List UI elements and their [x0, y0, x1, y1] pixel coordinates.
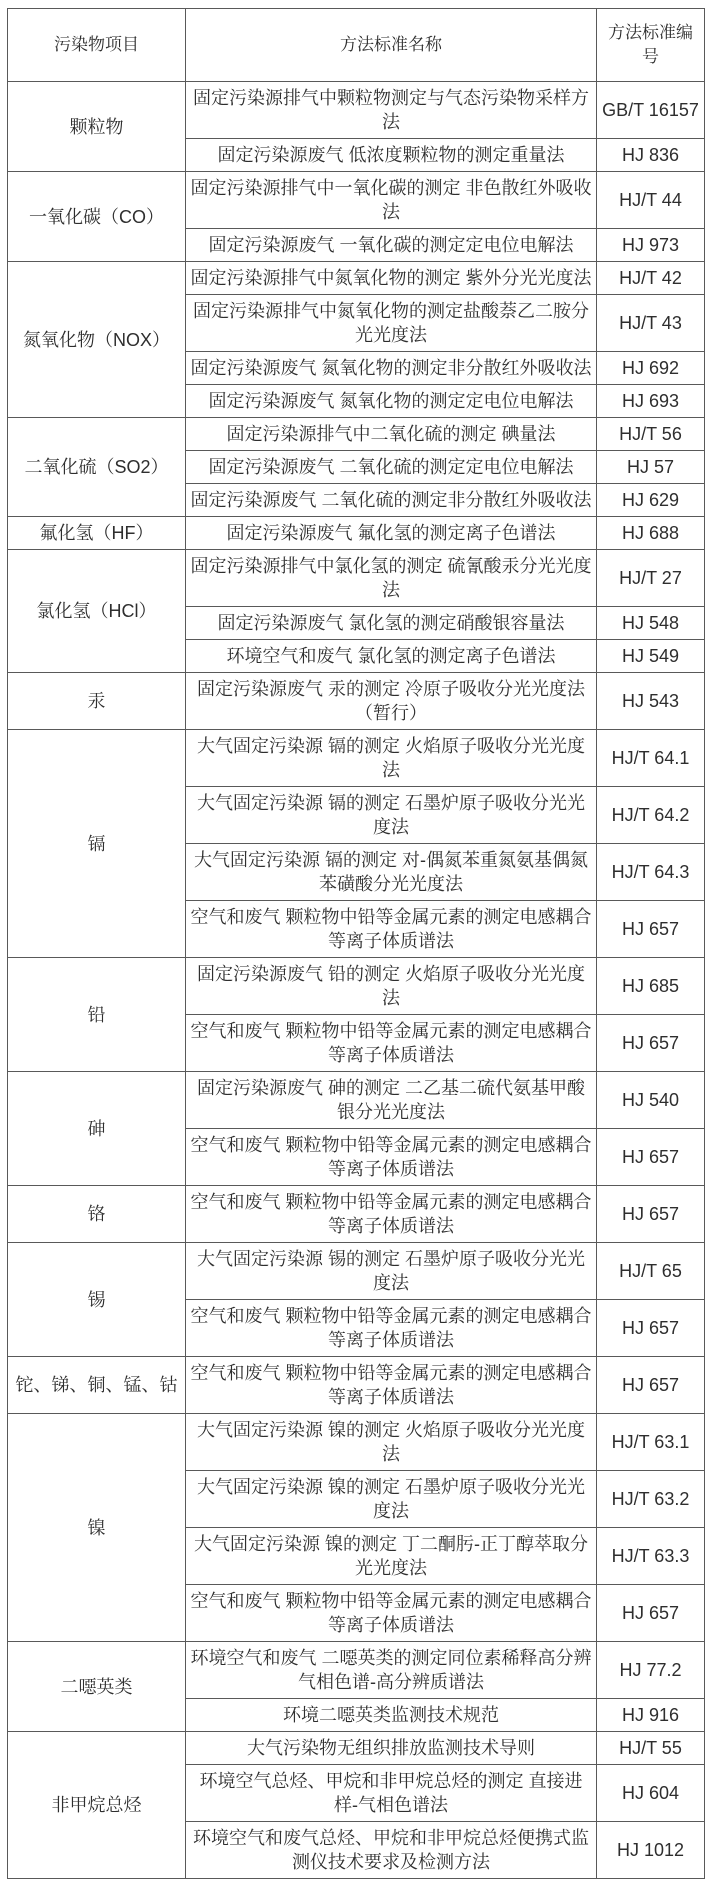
- method-code-cell: HJ 543: [597, 673, 705, 730]
- method-name-cell: 固定污染源废气 氮氧化物的测定非分散红外吸收法: [186, 352, 597, 385]
- table-row: [8, 517, 705, 550]
- table-header-row: [8, 9, 705, 82]
- method-code-cell: HJ 540: [597, 1072, 705, 1129]
- method-name-cell: 环境二噁英类监测技术规范: [186, 1699, 597, 1732]
- method-code-cell: HJ 604: [597, 1765, 705, 1822]
- table-row: [8, 1732, 705, 1765]
- method-code-cell: HJ 629: [597, 484, 705, 517]
- method-code-cell: HJ 657: [597, 1186, 705, 1243]
- method-name-cell: 环境空气和废气 氯化氢的测定离子色谱法: [186, 640, 597, 673]
- method-standards-table: [7, 8, 705, 1879]
- method-name-cell: 空气和废气 颗粒物中铅等金属元素的测定电感耦合等离子体质谱法: [186, 1129, 597, 1186]
- table-row: [8, 673, 705, 730]
- method-name-cell: 大气固定污染源 镍的测定 火焰原子吸收分光光度法: [186, 1414, 597, 1471]
- method-code-cell: HJ 77.2: [597, 1642, 705, 1699]
- method-code-cell: HJ/T 64.1: [597, 730, 705, 787]
- table-row: [8, 550, 705, 607]
- method-code-cell: HJ 692: [597, 352, 705, 385]
- method-name-cell: 大气固定污染源 锡的测定 石墨炉原子吸收分光光度法: [186, 1243, 597, 1300]
- table-row: [8, 1357, 705, 1414]
- method-name-cell: 固定污染源排气中颗粒物测定与气态污染物采样方法: [186, 82, 597, 139]
- method-code-cell: HJ 693: [597, 385, 705, 418]
- method-code-cell: HJ/T 27: [597, 550, 705, 607]
- method-name-cell: 固定污染源废气 砷的测定 二乙基二硫代氨基甲酸银分光光度法: [186, 1072, 597, 1129]
- method-name-cell: 空气和废气 颗粒物中铅等金属元素的测定电感耦合等离子体质谱法: [186, 1300, 597, 1357]
- pollutant-cell: 砷: [8, 1072, 186, 1186]
- method-code-cell: HJ/T 42: [597, 262, 705, 295]
- method-name-cell: 固定污染源废气 铅的测定 火焰原子吸收分光光度法: [186, 958, 597, 1015]
- pollutant-cell: 氮氧化物（NOX）: [8, 262, 186, 418]
- method-name-cell: 固定污染源排气中氯化氢的测定 硫氰酸汞分光光度法: [186, 550, 597, 607]
- method-code-cell: HJ/T 43: [597, 295, 705, 352]
- method-code-cell: HJ/T 55: [597, 1732, 705, 1765]
- pollutant-cell: 镍: [8, 1414, 186, 1642]
- pollutant-cell: 铬: [8, 1186, 186, 1243]
- method-code-cell: HJ 657: [597, 1357, 705, 1414]
- method-code-cell: HJ/T 63.3: [597, 1528, 705, 1585]
- method-name-cell: 大气固定污染源 镉的测定 对-偶氮苯重氮氨基偶氮苯磺酸分光光度法: [186, 844, 597, 901]
- pollutant-cell: 镉: [8, 730, 186, 958]
- pollutant-cell: 颗粒物: [8, 82, 186, 172]
- method-name-cell: 大气固定污染源 镉的测定 火焰原子吸收分光光度法: [186, 730, 597, 787]
- pollutant-cell: 非甲烷总烃: [8, 1732, 186, 1879]
- method-code-cell: HJ/T 63.2: [597, 1471, 705, 1528]
- method-code-cell: HJ/T 64.3: [597, 844, 705, 901]
- pollutant-cell: 氟化氢（HF）: [8, 517, 186, 550]
- method-name-cell: 环境空气总烃、甲烷和非甲烷总烃的测定 直接进样-气相色谱法: [186, 1765, 597, 1822]
- pollutant-cell: 一氧化碳（CO）: [8, 172, 186, 262]
- method-name-cell: 空气和废气 颗粒物中铅等金属元素的测定电感耦合等离子体质谱法: [186, 901, 597, 958]
- pollutant-cell: 铅: [8, 958, 186, 1072]
- method-name-cell: 大气固定污染源 镍的测定 丁二酮肟-正丁醇萃取分光光度法: [186, 1528, 597, 1585]
- method-name-cell: 固定污染源废气 氟化氢的测定离子色谱法: [186, 517, 597, 550]
- method-name-cell: 固定污染源排气中一氧化碳的测定 非色散红外吸收法: [186, 172, 597, 229]
- method-name-cell: 固定污染源废气 汞的测定 冷原子吸收分光光度法（暂行）: [186, 673, 597, 730]
- header-pollutant-item: 污染物项目: [8, 9, 186, 82]
- method-code-cell: HJ 548: [597, 607, 705, 640]
- pollutant-cell: 二氧化硫（SO2）: [8, 418, 186, 517]
- method-code-cell: HJ/T 56: [597, 418, 705, 451]
- table-row: [8, 172, 705, 229]
- method-code-cell: HJ/T 44: [597, 172, 705, 229]
- method-code-cell: HJ 57: [597, 451, 705, 484]
- table-row: [8, 958, 705, 1015]
- method-code-cell: HJ 657: [597, 1129, 705, 1186]
- method-code-cell: HJ 657: [597, 1300, 705, 1357]
- method-name-cell: 固定污染源废气 一氧化碳的测定定电位电解法: [186, 229, 597, 262]
- table-row: [8, 1642, 705, 1699]
- method-code-cell: HJ/T 63.1: [597, 1414, 705, 1471]
- method-code-cell: HJ 685: [597, 958, 705, 1015]
- table-row: [8, 418, 705, 451]
- pollutant-cell: 氯化氢（HCl）: [8, 550, 186, 673]
- method-code-cell: HJ 916: [597, 1699, 705, 1732]
- method-name-cell: 固定污染源废气 二氧化硫的测定定电位电解法: [186, 451, 597, 484]
- method-name-cell: 大气固定污染源 镍的测定 石墨炉原子吸收分光光度法: [186, 1471, 597, 1528]
- method-code-cell: HJ 1012: [597, 1822, 705, 1879]
- header-method-standard-code: 方法标准编号: [597, 9, 705, 82]
- header-method-standard-name: 方法标准名称: [186, 9, 597, 82]
- pollutant-cell: 锡: [8, 1243, 186, 1357]
- pollutant-cell: 汞: [8, 673, 186, 730]
- method-code-cell: HJ 836: [597, 139, 705, 172]
- method-name-cell: 大气污染物无组织排放监测技术导则: [186, 1732, 597, 1765]
- table-body: [8, 82, 705, 1879]
- method-name-cell: 固定污染源排气中氮氧化物的测定盐酸萘乙二胺分光光度法: [186, 295, 597, 352]
- method-name-cell: 固定污染源废气 低浓度颗粒物的测定重量法: [186, 139, 597, 172]
- table-row: [8, 1186, 705, 1243]
- method-code-cell: HJ 657: [597, 1585, 705, 1642]
- method-name-cell: 固定污染源排气中二氧化硫的测定 碘量法: [186, 418, 597, 451]
- table-row: [8, 1243, 705, 1300]
- table-row: [8, 1414, 705, 1471]
- method-code-cell: HJ 549: [597, 640, 705, 673]
- table-row: [8, 262, 705, 295]
- pollutant-cell: 铊、锑、铜、锰、钴: [8, 1357, 186, 1414]
- method-code-cell: HJ 973: [597, 229, 705, 262]
- table-row: [8, 1072, 705, 1129]
- method-code-cell: HJ/T 64.2: [597, 787, 705, 844]
- method-name-cell: 空气和废气 颗粒物中铅等金属元素的测定电感耦合等离子体质谱法: [186, 1585, 597, 1642]
- method-name-cell: 环境空气和废气 二噁英类的测定同位素稀释高分辨气相色谱-高分辨质谱法: [186, 1642, 597, 1699]
- method-name-cell: 空气和废气 颗粒物中铅等金属元素的测定电感耦合等离子体质谱法: [186, 1186, 597, 1243]
- method-name-cell: 固定污染源废气 二氧化硫的测定非分散红外吸收法: [186, 484, 597, 517]
- table-row: [8, 730, 705, 787]
- method-name-cell: 固定污染源废气 氯化氢的测定硝酸银容量法: [186, 607, 597, 640]
- method-code-cell: HJ 657: [597, 1015, 705, 1072]
- method-code-cell: HJ 688: [597, 517, 705, 550]
- method-code-cell: HJ/T 65: [597, 1243, 705, 1300]
- method-name-cell: 固定污染源排气中氮氧化物的测定 紫外分光光度法: [186, 262, 597, 295]
- method-code-cell: HJ 657: [597, 901, 705, 958]
- method-name-cell: 空气和废气 颗粒物中铅等金属元素的测定电感耦合等离子体质谱法: [186, 1015, 597, 1072]
- method-name-cell: 空气和废气 颗粒物中铅等金属元素的测定电感耦合等离子体质谱法: [186, 1357, 597, 1414]
- method-name-cell: 大气固定污染源 镉的测定 石墨炉原子吸收分光光度法: [186, 787, 597, 844]
- pollutant-cell: 二噁英类: [8, 1642, 186, 1732]
- method-code-cell: GB/T 16157: [597, 82, 705, 139]
- method-name-cell: 环境空气和废气总烃、甲烷和非甲烷总烃便携式监测仪技术要求及检测方法: [186, 1822, 597, 1879]
- method-name-cell: 固定污染源废气 氮氧化物的测定定电位电解法: [186, 385, 597, 418]
- table-row: [8, 82, 705, 139]
